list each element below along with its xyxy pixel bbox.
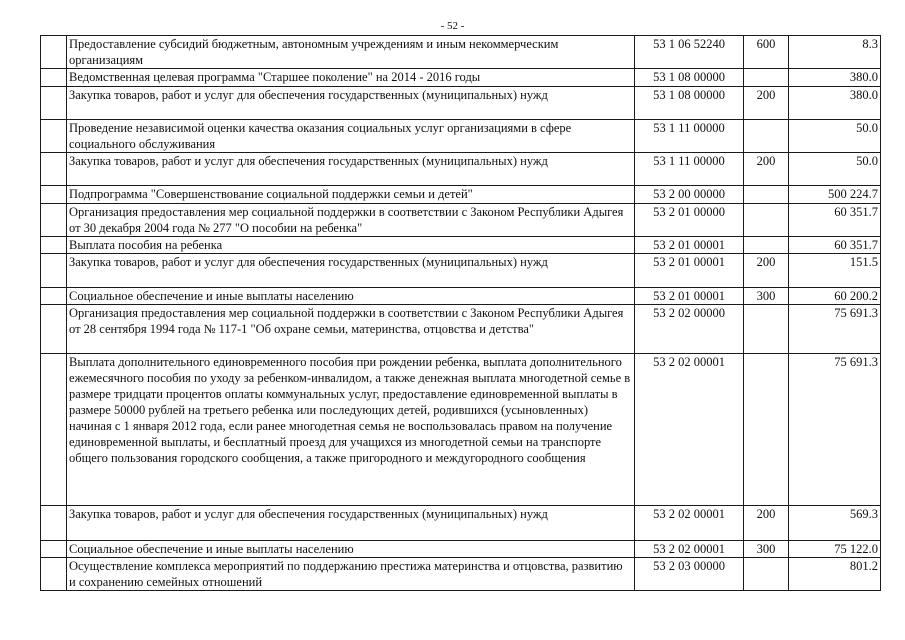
target-code: 53 2 02 00001: [635, 506, 744, 541]
blank-cell: [41, 506, 67, 541]
blank-cell: [41, 558, 67, 591]
item-name: Закупка товаров, работ и услуг для обеспечения государственных (муниципальных) нужд: [67, 153, 635, 186]
table-row: [41, 558, 881, 591]
item-name: Предоставление субсидий бюджетным, автономным учреждениям и иным некоммерческим организациям: [67, 36, 635, 69]
blank-cell: [41, 120, 67, 153]
table-row: [41, 36, 881, 69]
amount: 380.0: [789, 69, 881, 87]
amount: 801.2: [789, 558, 881, 591]
amount: 60 351.7: [789, 237, 881, 254]
target-code: 53 2 01 00001: [635, 237, 744, 254]
expense-type: [744, 186, 789, 204]
budget-table: [40, 35, 881, 591]
expense-type: 200: [744, 254, 789, 288]
target-code: 53 2 02 00001: [635, 541, 744, 558]
blank-cell: [41, 87, 67, 120]
blank-cell: [41, 153, 67, 186]
target-code: 53 2 01 00000: [635, 204, 744, 237]
target-code: 53 1 06 52240: [635, 36, 744, 69]
target-code: 53 2 01 00001: [635, 254, 744, 288]
item-name: Осуществление комплекса мероприятий по поддержанию престижа материнства и отцовства, развитию и сохранению семейных отношений: [67, 558, 635, 591]
expense-type: 300: [744, 288, 789, 305]
table-row: [41, 204, 881, 237]
table-row: [41, 186, 881, 204]
table-row: [41, 153, 881, 186]
blank-cell: [41, 69, 67, 87]
expense-type: [744, 354, 789, 506]
amount: 8.3: [789, 36, 881, 69]
table-row: [41, 237, 881, 254]
item-name: Социальное обеспечение и иные выплаты населению: [67, 288, 635, 305]
table-row: [41, 305, 881, 354]
expense-type: [744, 120, 789, 153]
expense-type: [744, 558, 789, 591]
amount: 75 691.3: [789, 305, 881, 354]
item-name: Закупка товаров, работ и услуг для обеспечения государственных (муниципальных) нужд: [67, 506, 635, 541]
expense-type: 200: [744, 87, 789, 120]
expense-type: [744, 69, 789, 87]
item-name: Закупка товаров, работ и услуг для обеспечения государственных (муниципальных) нужд: [67, 87, 635, 120]
budget-table-body: [41, 36, 881, 591]
amount: 60 200.2: [789, 288, 881, 305]
item-name: Проведение независимой оценки качества оказания социальных услуг организациями в сфере социального обслуживания: [67, 120, 635, 153]
expense-type: 200: [744, 153, 789, 186]
table-row: [41, 354, 881, 506]
amount: 569.3: [789, 506, 881, 541]
item-name: Организация предоставления мер социальной поддержки в соответствии с Законом Республики Адыгея от 30 декабря 2004 года № 277 "О пособии на ребенка": [67, 204, 635, 237]
item-name: Социальное обеспечение и иные выплаты населению: [67, 541, 635, 558]
expense-type: 600: [744, 36, 789, 69]
item-name: Выплата пособия на ребенка: [67, 237, 635, 254]
target-code: 53 2 02 00001: [635, 354, 744, 506]
expense-type: [744, 204, 789, 237]
table-row: [41, 87, 881, 120]
expense-type: 200: [744, 506, 789, 541]
item-name: Подпрограмма "Совершенствование социальной поддержки семьи и детей": [67, 186, 635, 204]
blank-cell: [41, 288, 67, 305]
table-row: [41, 506, 881, 541]
amount: 50.0: [789, 120, 881, 153]
target-code: 53 1 08 00000: [635, 69, 744, 87]
expense-type: 300: [744, 541, 789, 558]
page-number: - 52 -: [440, 20, 465, 32]
item-name: Организация предоставления мер социальной поддержки в соответствии с Законом Республики Адыгея от 28 сентября 1994 года № 117-1 "Об охране семьи, материнства, отцовства и детства": [67, 305, 635, 354]
blank-cell: [41, 36, 67, 69]
expense-type: [744, 305, 789, 354]
target-code: 53 1 11 00000: [635, 153, 744, 186]
table-row: [41, 120, 881, 153]
blank-cell: [41, 541, 67, 558]
blank-cell: [41, 186, 67, 204]
table-row: [41, 288, 881, 305]
amount: 75 122.0: [789, 541, 881, 558]
target-code: 53 2 00 00000: [635, 186, 744, 204]
target-code: 53 2 01 00001: [635, 288, 744, 305]
table-row: [41, 254, 881, 288]
blank-cell: [41, 254, 67, 288]
blank-cell: [41, 237, 67, 254]
amount: 75 691.3: [789, 354, 881, 506]
amount: 380.0: [789, 87, 881, 120]
blank-cell: [41, 305, 67, 354]
target-code: 53 1 11 00000: [635, 120, 744, 153]
amount: 50.0: [789, 153, 881, 186]
table-row: [41, 541, 881, 558]
blank-cell: [41, 204, 67, 237]
amount: 60 351.7: [789, 204, 881, 237]
blank-cell: [41, 354, 67, 506]
expense-type: [744, 237, 789, 254]
amount: 151.5: [789, 254, 881, 288]
item-name: Ведомственная целевая программа "Старшее поколение" на 2014 - 2016 годы: [67, 69, 635, 87]
amount: 500 224.7: [789, 186, 881, 204]
target-code: 53 2 02 00000: [635, 305, 744, 354]
item-name: Выплата дополнительного единовременного пособия при рождении ребенка, выплата дополнительного ежемесячного пособия по уходу за ребенком-инвалидом, а также денежная выплата многодетной семье в размере тридцати процентов оплаты коммунальных услуг, предоставление единовременной выплаты в размере 50000 рублей на третьего ребенка или последующих детей, родившихся (усыновленных) начиная с 1 января 2012 года, если ранее многодетная семья не воспользовалась правом на получение единовременной выплаты, и бесплатный проезд для учащихся из многодетной семьи на транспорте общего пользования городского сообщения, а также пригородного и междугородного сообщения: [67, 354, 635, 506]
target-code: 53 2 03 00000: [635, 558, 744, 591]
item-name: Закупка товаров, работ и услуг для обеспечения государственных (муниципальных) нужд: [67, 254, 635, 288]
table-row: [41, 69, 881, 87]
target-code: 53 1 08 00000: [635, 87, 744, 120]
